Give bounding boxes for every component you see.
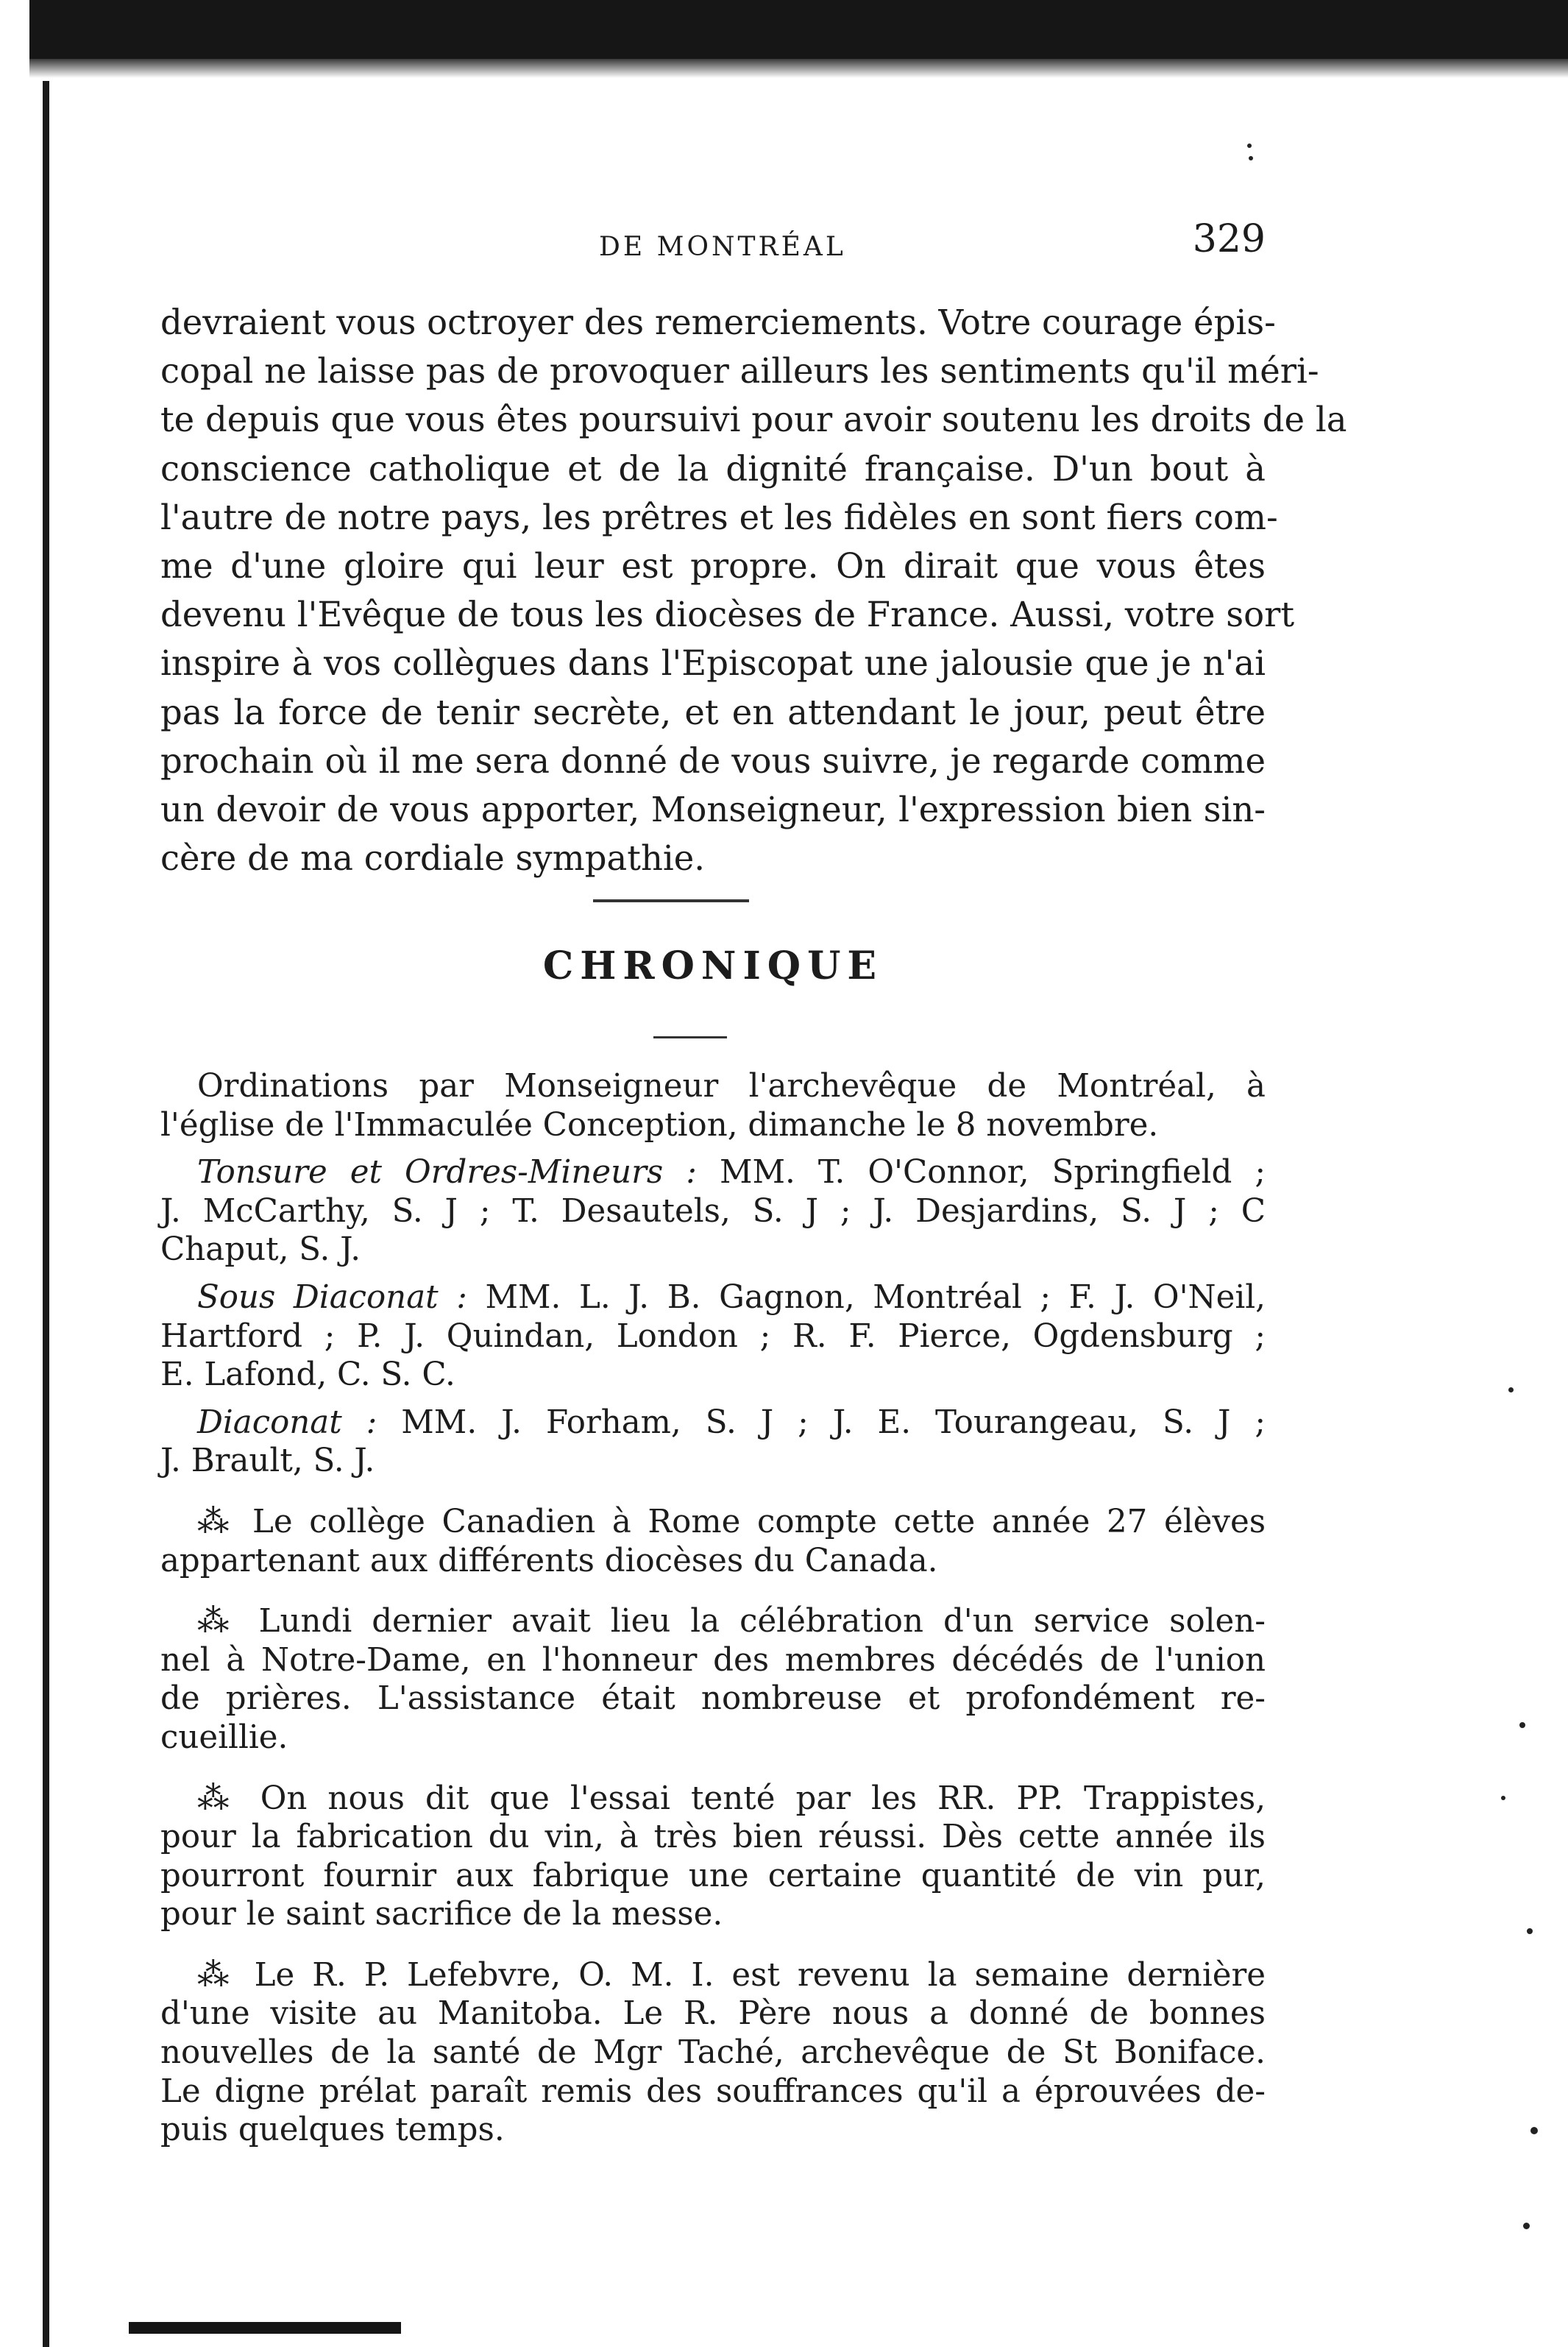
- text-line: pour le saint sacrifice de la messe.: [160, 1896, 723, 1933]
- text-line: me d'une gloire qui leur est propre. On dirait que vous êtes: [160, 546, 1266, 587]
- section-divider: [593, 899, 749, 902]
- text-line: d'une visite au Manitoba. Le R. Père nous a donné de bonnes: [160, 1995, 1266, 2033]
- ordination-names: MM. T. O'Connor, Springfield ;: [719, 1154, 1266, 1192]
- text-line: Le digne prélat paraît remis des souffrances qu'il a éprouvées de-: [160, 2072, 1266, 2110]
- asterism-icon: ⁂: [197, 1956, 237, 1994]
- text-line: ⁂ On nous dit que l'essai tenté par les RR. PP. Trappistes,: [197, 1780, 1266, 1817]
- asterism-icon: ⁂: [197, 1503, 236, 1540]
- scan-top-shadow: [29, 59, 1568, 78]
- text-line: inspire à vos collègues dans l'Episcopat une jalousie que je n'ai: [160, 643, 1266, 684]
- text-line: J. Brault, S. J.: [160, 1442, 375, 1480]
- margin-speck: [1249, 156, 1253, 160]
- text-line: de prières. L'assistance était nombreuse et profondément re-: [160, 1680, 1266, 1718]
- margin-speck: [1247, 144, 1252, 148]
- ordination-names: MM. L. J. B. Gagnon, Montréal ; F. J. O'Neil,: [485, 1278, 1266, 1316]
- ordination-names: MM. J. Forham, S. J ; J. E. Tourangeau, S. J ;: [401, 1403, 1266, 1441]
- scan-left-border: [43, 81, 49, 2347]
- text-line: [160, 1153, 1266, 1192]
- margin-speck: [1530, 2127, 1538, 2134]
- margin-speck: [1523, 2223, 1530, 2229]
- letter-text: [160, 298, 1347, 882]
- chronique-body: [160, 1067, 1266, 2159]
- text-line: conscience catholique et de la dignité française. D'un bout à: [160, 448, 1266, 489]
- margin-speck: [1501, 1796, 1505, 1800]
- text-line: Chaput, S. J.: [160, 1231, 361, 1269]
- ordinations-diaconat: [160, 1403, 1266, 1481]
- ordinations-sous-diaconat: [160, 1278, 1266, 1395]
- asterism-icon: ⁂: [197, 1780, 240, 1817]
- text-line: pour la fabrication du vin, à très bien réussi. Dès cette année ils: [160, 1819, 1266, 1856]
- text-line: appartenant aux différents diocèses du Canada.: [160, 1542, 938, 1579]
- text-line: l'église de l'Immaculée Conception, dimanche le 8 novembre.: [160, 1106, 1159, 1144]
- text-line: [160, 1278, 1266, 1317]
- text-line: E. Lafond, C. S. C.: [160, 1356, 455, 1394]
- text-line: cueillie.: [160, 1718, 288, 1756]
- ordinations-tonsure: [160, 1153, 1266, 1270]
- page-number: 329: [1192, 217, 1266, 261]
- text-line: l'autre de notre pays, les prêtres et les fidèles en sont fiers com-: [160, 497, 1278, 537]
- ordinations-intro: [160, 1067, 1266, 1144]
- news-item: [160, 1503, 1266, 1580]
- news-item: [160, 1602, 1266, 1757]
- text-line: te depuis que vous êtes poursuivi pour avoir soutenu les droits de la: [160, 400, 1347, 440]
- news-item: [160, 1780, 1266, 1934]
- text-line: Ordinations par Monseigneur l'archevêque de Montréal, à: [197, 1068, 1266, 1105]
- text-line: ⁂ Le R. P. Lefebvre, O. M. I. est revenu la semaine dernière: [197, 1956, 1266, 1994]
- margin-speck: [1508, 1387, 1514, 1392]
- running-head: DE MONTRÉAL: [599, 232, 846, 262]
- text-line: pourront fournir aux fabrique une certaine quantité de vin pur,: [160, 1857, 1266, 1894]
- text-line: devenu l'Evêque de tous les diocèses de France. Aussi, votre sort: [160, 595, 1295, 635]
- ordination-label: Diaconat :: [197, 1403, 377, 1441]
- ordination-label: Tonsure et Ordres-Mineurs :: [197, 1154, 697, 1192]
- text-line: devraient vous octroyer des remerciements. Votre courage épis-: [160, 302, 1276, 342]
- text-line: [160, 1403, 1266, 1442]
- asterism-icon: ⁂: [197, 1603, 239, 1640]
- text-line: pas la force de tenir secrète, et en attendant le jour, peut être: [160, 692, 1266, 732]
- news-item: [160, 1956, 1266, 2150]
- margin-speck: [1527, 1928, 1533, 1934]
- text-line: prochain où il me sera donné de vous suivre, je regarde comme: [160, 740, 1266, 781]
- text-line: J. McCarthy, S. J ; T. Desautels, S. J ; J. Desjardins, S. J ; C: [160, 1192, 1266, 1230]
- text-line: nouvelles de la santé de Mgr Taché, archevêque de St Boniface.: [160, 2034, 1266, 2072]
- text-line: cère de ma cordiale sympathie.: [160, 838, 706, 879]
- text-line: ⁂ Le collège Canadien à Rome compte cette année 27 élèves: [197, 1503, 1266, 1540]
- text-line: nel à Notre-Dame, en l'honneur des membres décédés de l'union: [160, 1641, 1266, 1679]
- ordination-label: Sous Diaconat :: [197, 1278, 467, 1316]
- text-line: puis quelques temps.: [160, 2111, 505, 2149]
- scan-top-border: [29, 0, 1568, 59]
- text-line: un devoir de vous apporter, Monseigneur, l'expression bien sin-: [160, 790, 1266, 830]
- title-underline: [653, 1036, 727, 1038]
- page-header: [160, 217, 1266, 269]
- margin-speck: [1519, 1722, 1525, 1728]
- text-line: copal ne laisse pas de provoquer ailleurs les sentiments qu'il méri-: [160, 351, 1319, 392]
- text-line: Hartford ; P. J. Quindan, London ; R. F. Pierce, Ogdensburg ;: [160, 1317, 1266, 1355]
- section-title: CHRONIQUE: [542, 944, 884, 988]
- text-line: ⁂ Lundi dernier avait lieu la célébration d'un service solen-: [197, 1603, 1266, 1640]
- scan-bottom-mark: [129, 2322, 401, 2334]
